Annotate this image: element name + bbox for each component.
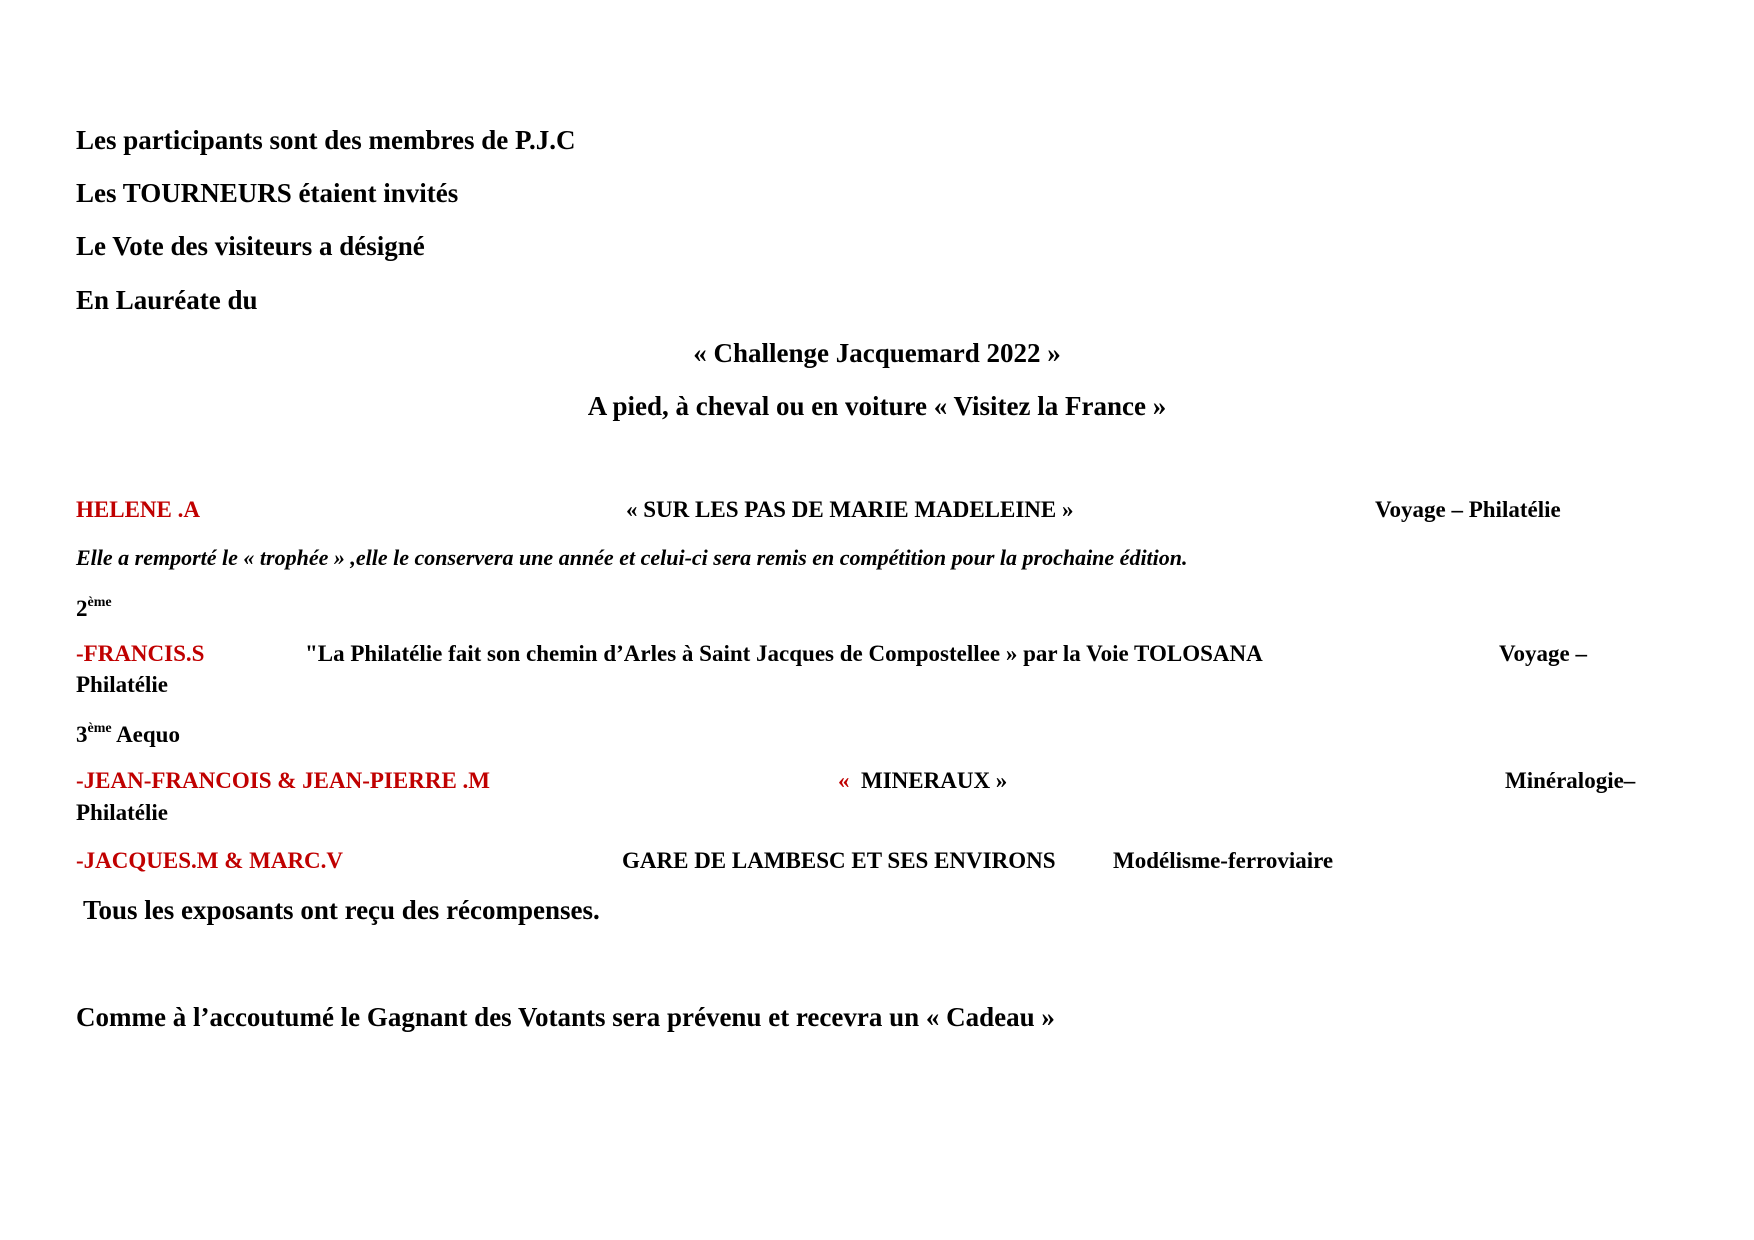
third-rank-aequo: Aequo <box>111 722 180 747</box>
third-entry2-name: -JACQUES.M & MARC.V <box>76 848 344 873</box>
third-entry1-category-part1: Minéralogie– <box>1505 768 1636 793</box>
third-rank-number: 3 <box>76 722 88 747</box>
third-entry1-title <box>838 769 1007 792</box>
closing-statement: Comme à l’accoutumé le Gagnant des Votants sera prévenu et recevra un « Cadeau » <box>76 1002 1055 1032</box>
winner-title: « SUR LES PAS DE MARIE MADELEINE » <box>626 497 1074 522</box>
third-rank <box>76 723 180 746</box>
second-category-part1: Voyage – <box>1499 641 1587 666</box>
all-exhibitors-rewarded: Tous les exposants ont reçu des récompenses. <box>83 895 600 925</box>
challenge-theme: A pied, à cheval ou en voiture « Visitez la France » <box>587 391 1167 421</box>
third-rank-suffix: ème <box>87 721 112 736</box>
winner-name: HELENE .A <box>76 497 200 522</box>
third-entry2-category: Modélisme-ferroviaire <box>1113 848 1334 873</box>
second-category-part2: Philatélie <box>76 672 168 697</box>
winner-category: Voyage – Philatélie <box>1375 497 1561 522</box>
second-rank-number: 2 <box>76 596 88 621</box>
third-entry1-name: -JEAN-FRANCOIS & JEAN-PIERRE .M <box>76 768 490 793</box>
intro-line-vote: Le Vote des visiteurs a désigné <box>76 231 425 261</box>
intro-line-tourneurs: Les TOURNEURS étaient invités <box>76 178 459 208</box>
second-rank-suffix: ème <box>87 595 112 610</box>
third-entry1-quote-open: « <box>838 768 850 793</box>
intro-line-laureate: En Lauréate du <box>76 285 258 315</box>
intro-line-participants: Les participants sont des membres de P.J.C <box>76 125 576 155</box>
third-entry2-title: GARE DE LAMBESC ET SES ENVIRONS <box>622 848 1056 873</box>
second-rank <box>76 597 112 620</box>
third-entry1-category-part2: Philatélie <box>76 800 168 825</box>
third-entry1-title-text: MINERAUX » <box>849 768 1008 793</box>
second-title: "La Philatélie fait son chemin d’Arles à Saint Jacques de Compostellee » par la Voie TOLOSANA <box>305 641 1263 666</box>
second-name: -FRANCIS.S <box>76 641 205 666</box>
challenge-title: « Challenge Jacquemard 2022 » <box>693 338 1061 368</box>
winner-note: Elle a remporté le « trophée » ,elle le conservera une année et celui-ci sera remis en compétition pour la prochaine édition. <box>76 545 1188 570</box>
